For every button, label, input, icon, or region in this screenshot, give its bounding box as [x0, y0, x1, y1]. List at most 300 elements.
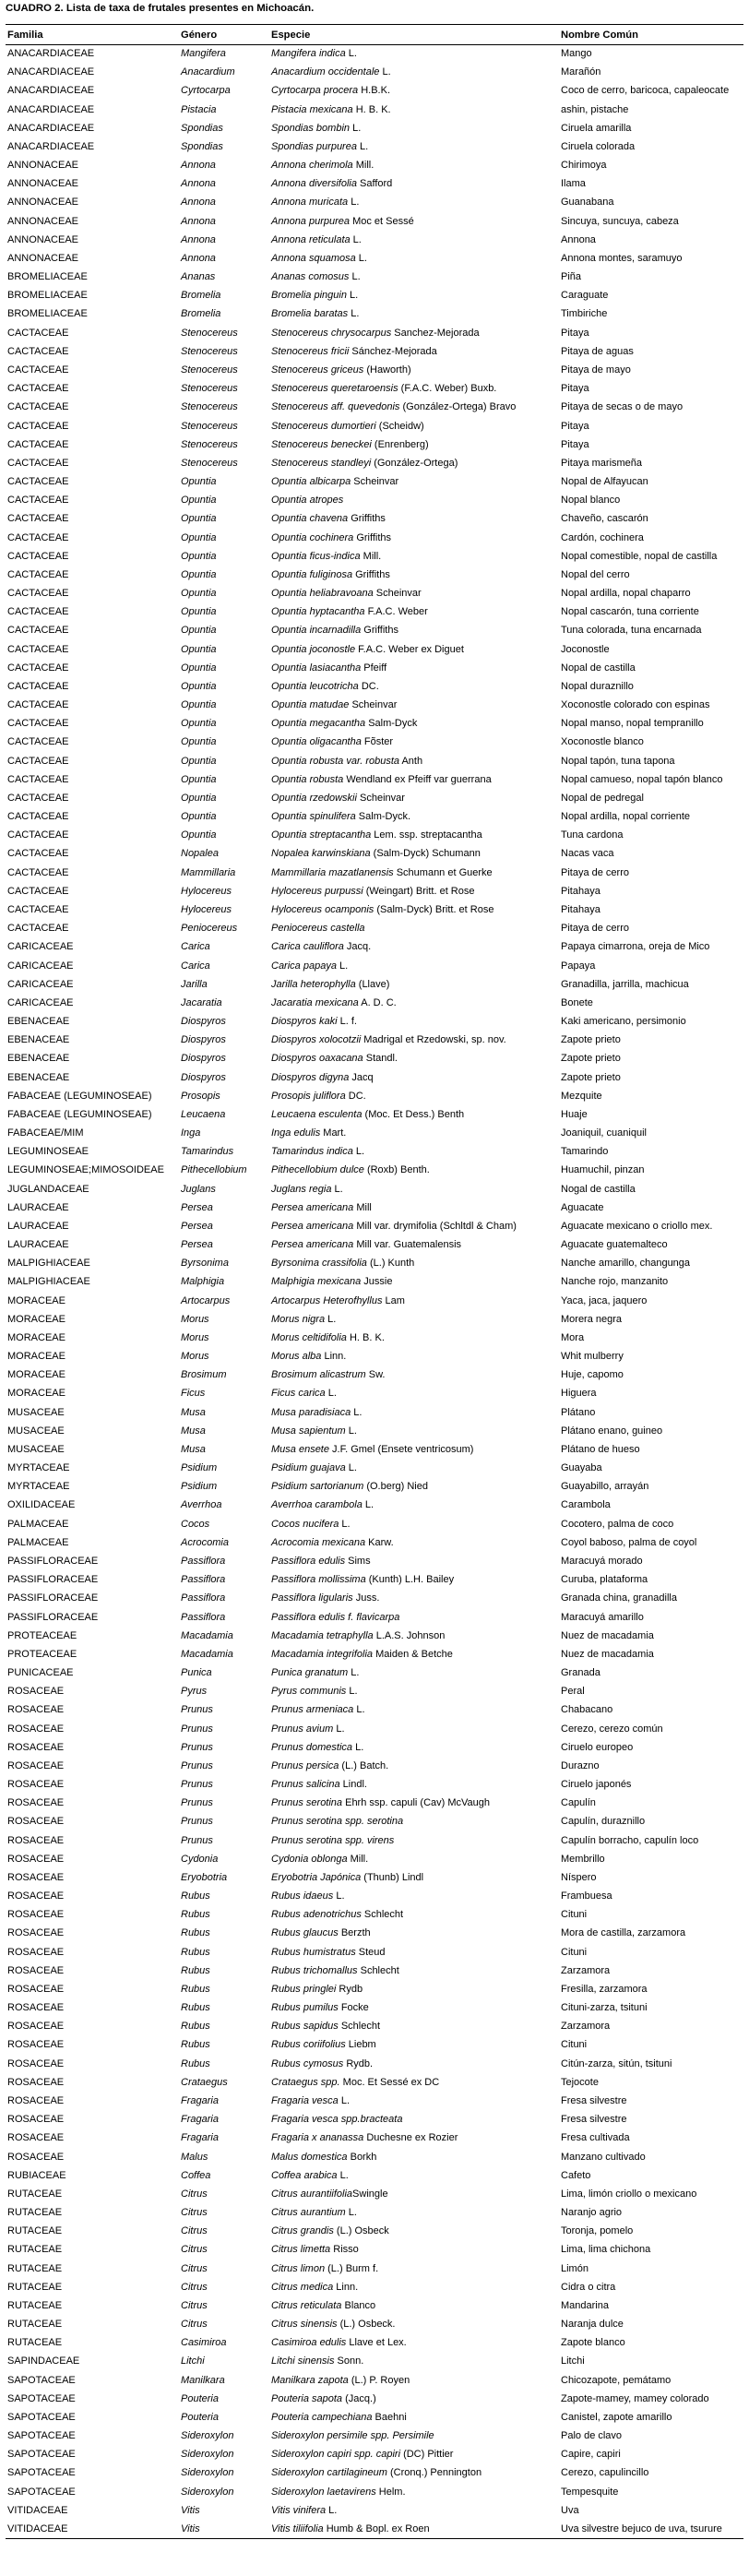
cell-genero: Opuntia	[181, 736, 217, 748]
species-name: Persea americana	[271, 1201, 354, 1213]
cell-especie	[269, 2073, 559, 2092]
cell-nombre-comun: Aguacate guatemalteco	[561, 1239, 668, 1251]
species-name: Opuntia streptacantha	[271, 829, 372, 841]
species-name: Psidium sartorianum	[271, 1481, 364, 1493]
cell-nombre-comun: Nanche amarillo, changunga	[561, 1258, 691, 1270]
cell-genero: Opuntia	[181, 662, 217, 674]
cell-especie	[269, 529, 559, 547]
cell-genero: Fragaria	[181, 2114, 219, 2126]
cell-nombre-comun: Nopal de castilla	[561, 662, 636, 674]
cell-familia: ANACARDIACEAE	[7, 103, 95, 115]
cell-familia: CACTACEAE	[7, 345, 69, 357]
species-author: (L.) Batch.	[339, 1759, 389, 1771]
table-row	[6, 435, 743, 454]
species-name: Hylocereus ocamponis	[271, 903, 374, 915]
species-author: (O.berg) Nied	[363, 1481, 428, 1493]
cell-especie	[269, 157, 559, 175]
cell-nombre-comun: Nopal ardilla, nopal chaparro	[561, 588, 691, 600]
table-row	[6, 2018, 743, 2036]
cell-familia: CACTACEAE	[7, 829, 69, 841]
header-nombre-comun: Nombre Común	[559, 25, 743, 45]
cell-genero: Opuntia	[181, 568, 217, 580]
cell-familia: SAPOTACEAE	[7, 2430, 76, 2442]
table-row	[6, 2203, 743, 2222]
cell-genero: Eryobotria	[181, 1871, 228, 1883]
cell-especie	[269, 2520, 559, 2538]
species-author: (Salm-Dyck) Britt. et Rose	[374, 903, 494, 915]
cell-familia: CACTACEAE	[7, 513, 69, 525]
cell-familia: CACTACEAE	[7, 495, 69, 507]
table-row	[6, 2241, 743, 2260]
cell-genero: Pithecellobium	[181, 1164, 247, 1176]
species-author: Helm.	[375, 2486, 406, 2498]
cell-especie	[269, 603, 559, 622]
species-author: (Enrenberg)	[371, 438, 429, 450]
cell-familia: CACTACEAE	[7, 606, 69, 618]
cell-especie	[269, 1440, 559, 1459]
table-row	[6, 2371, 743, 2390]
cell-nombre-comun: Caraguate	[561, 290, 609, 302]
species-author: (Weingart) Britt. et Rose	[363, 885, 475, 897]
species-name: Citrus grandis	[271, 2225, 334, 2237]
table-row	[6, 1608, 743, 1627]
cell-nombre-comun: Pitaya de cerro	[561, 866, 629, 878]
cell-nombre-comun: ashin, pistache	[561, 103, 629, 115]
species-name: Opuntia cochinera	[271, 531, 354, 543]
table-row	[6, 82, 743, 101]
species-name: Bromelia baratas	[271, 308, 349, 320]
species-author: L.	[345, 1425, 357, 1437]
species-author: Schlecht	[338, 2021, 381, 2033]
cell-genero: Brosimum	[181, 1369, 227, 1381]
species-author: L.	[325, 1388, 337, 1400]
table-row	[6, 1683, 743, 1701]
cell-genero: Stenocereus	[181, 383, 238, 395]
cell-familia: CACTACEAE	[7, 438, 69, 450]
species-author: H.B.K.	[358, 85, 390, 97]
table-row	[6, 1032, 743, 1050]
cell-genero: Vitis	[181, 2504, 200, 2516]
species-author: Anth	[399, 755, 423, 767]
cell-familia: RUTACEAE	[7, 2281, 63, 2293]
species-author: Mill.	[352, 160, 374, 172]
table-row	[6, 864, 743, 882]
table-row	[6, 975, 743, 994]
cell-especie	[269, 864, 559, 882]
cell-genero: Carica	[181, 941, 210, 953]
cell-especie	[269, 659, 559, 677]
species-name: Diospyros oaxacana	[271, 1053, 363, 1065]
cell-familia: ANACARDIACEAE	[7, 48, 95, 60]
species-author: Sonn.	[334, 2355, 364, 2367]
cell-nombre-comun: Tuna colorada, tuna encarnada	[561, 625, 702, 637]
cell-especie	[269, 119, 559, 137]
table-row	[6, 2185, 743, 2203]
species-author: Scheinvar	[373, 588, 422, 600]
cell-nombre-comun: Uva silvestre bejuco de uva, tsurure	[559, 2520, 743, 2538]
species-name: Citrus limon	[271, 2262, 326, 2274]
species-author: Lam	[382, 1294, 405, 1306]
header-especie: Especie	[269, 25, 559, 45]
cell-familia: ROSACEAE	[7, 1741, 65, 1753]
cell-familia: ROSACEAE	[7, 1853, 65, 1865]
species-name: Cyrtocarpa procera	[271, 85, 359, 97]
cell-especie	[269, 1329, 559, 1347]
cell-genero: Annona	[181, 160, 216, 172]
species-name: Rubus coriifolius	[271, 2039, 346, 2051]
cell-familia: CACTACEAE	[7, 662, 69, 674]
species-author: Griffiths	[352, 568, 390, 580]
cell-especie	[269, 1552, 559, 1570]
cell-especie	[269, 994, 559, 1012]
cell-nombre-comun: Tempesquite	[561, 2486, 619, 2498]
cell-nombre-comun: Membrillo	[561, 1853, 605, 1865]
cell-especie	[269, 1422, 559, 1440]
species-name: Pyrus communis	[271, 1686, 347, 1698]
cell-nombre-comun: Fresa silvestre	[561, 2114, 627, 2126]
cell-genero: Malus	[181, 2151, 208, 2163]
cell-especie	[269, 137, 559, 156]
species-name: Bromelia pinguin	[271, 290, 347, 302]
cell-familia: PUNICACEAE	[7, 1667, 74, 1679]
species-name: Macadamia integrifolia	[271, 1648, 374, 1660]
species-author: (Salm-Dyck) Schumann	[370, 848, 481, 860]
species-author: Humb & Bopl. ex Roen	[323, 2522, 430, 2534]
cell-genero: Sideroxylon	[181, 2430, 234, 2442]
species-author: (Jacq.)	[342, 2392, 376, 2404]
species-name: Sideroxylon cartilagineum	[271, 2467, 387, 2479]
species-name: Leucaena esculenta	[271, 1108, 363, 1120]
cell-genero: Stenocereus	[181, 327, 238, 339]
cell-nombre-comun: Lima, limón criollo o mexicano	[561, 2188, 697, 2200]
cell-familia: SAPOTACEAE	[7, 2374, 76, 2386]
species-author: L.	[348, 1667, 360, 1679]
cell-especie	[269, 2166, 559, 2185]
cell-familia: MORACEAE	[7, 1313, 65, 1325]
table-row	[6, 752, 743, 770]
cell-especie	[269, 789, 559, 807]
species-author: Ehrh ssp. capuli (Cav) McVaugh	[342, 1797, 491, 1809]
cell-nombre-comun: Ciruela amarilla	[561, 122, 632, 134]
cell-familia: CARICACEAE	[7, 960, 74, 972]
species-name: Peniocereus castella	[271, 923, 365, 935]
species-author: Lem. ssp. streptacantha	[371, 829, 482, 841]
cell-especie	[269, 1032, 559, 1050]
cell-familia: CACTACEAE	[7, 736, 69, 748]
cell-genero: Opuntia	[181, 792, 217, 804]
species-author: (Roxb) Benth.	[363, 1164, 430, 1176]
cell-genero: Hylocereus	[181, 903, 232, 915]
species-author: Salm-Dyck.	[355, 811, 411, 823]
species-name: Opuntia fuliginosa	[271, 568, 353, 580]
species-name: Jacaratia mexicana	[271, 996, 359, 1008]
species-author: (Haworth)	[363, 364, 411, 376]
species-name: Sideroxylon persimile spp. Persimile	[271, 2430, 434, 2442]
cell-familia: ROSACEAE	[7, 1797, 65, 1809]
cell-genero: Pyrus	[181, 1686, 208, 1698]
table-row	[6, 957, 743, 975]
cell-genero: Macadamia	[181, 1629, 233, 1641]
species-name: Rubus humistratus	[271, 1946, 356, 1958]
table-row	[6, 1366, 743, 1385]
cell-nombre-comun: Aguacate	[561, 1201, 604, 1213]
species-name: Anacardium occidentale	[271, 66, 380, 78]
species-name: Carica papaya	[271, 960, 337, 972]
cell-nombre-comun: Cituni-zarza, tsituni	[561, 2002, 648, 2014]
species-author: L.	[333, 1890, 345, 1902]
species-name: Mammillaria mazatlanensis	[271, 866, 394, 878]
cell-genero: Diospyros	[181, 1071, 226, 1083]
species-name: Opuntia megacantha	[271, 718, 366, 730]
table-row	[6, 1533, 743, 1552]
species-name: Opuntia albicarpa	[271, 476, 351, 488]
species-author: Pfeiff	[361, 662, 387, 674]
species-name: Annona diversifolia	[271, 178, 357, 190]
cell-familia: ROSACEAE	[7, 2057, 65, 2069]
species-name: Opuntia incarnadilla	[271, 625, 362, 637]
cell-nombre-comun: Annona montes, saramuyo	[561, 252, 683, 264]
cell-genero: Casimiroa	[181, 2337, 227, 2349]
species-author: A. D. C.	[358, 996, 397, 1008]
table-row	[6, 399, 743, 417]
cell-familia: RUTACEAE	[7, 2299, 63, 2311]
cell-nombre-comun: Nacas vaca	[561, 848, 614, 860]
cell-genero: Opuntia	[181, 755, 217, 767]
cell-especie	[269, 1608, 559, 1627]
species-author: L.	[352, 1146, 365, 1158]
cell-nombre-comun: Cituni	[561, 2039, 588, 2051]
cell-genero: Stenocereus	[181, 345, 238, 357]
species-author: (F.A.C. Weber) Buxb.	[398, 383, 497, 395]
cell-familia: SAPOTACEAE	[7, 2467, 76, 2479]
cell-nombre-comun: Naranjo agrio	[561, 2207, 623, 2219]
species-author: Risso	[330, 2244, 359, 2256]
species-name: Opuntia hyptacantha	[271, 606, 365, 618]
species-author: Schlecht	[361, 1909, 404, 1921]
cell-especie	[269, 1906, 559, 1925]
table-row	[6, 845, 743, 864]
table-row	[6, 1440, 743, 1459]
cell-genero: Annona	[181, 252, 216, 264]
species-name: Rubus trichomallus	[271, 1964, 358, 1976]
cell-familia: RUTACEAE	[7, 2207, 63, 2219]
cell-familia: CACTACEAE	[7, 383, 69, 395]
cell-nombre-comun: Frambuesa	[561, 1890, 612, 1902]
species-author: Mill	[353, 1201, 372, 1213]
table-row	[6, 1943, 743, 1962]
cell-familia: FABACEAE (LEGUMINOSEAE)	[7, 1090, 152, 1102]
cell-nombre-comun: Zapote prieto	[561, 1071, 621, 1083]
cell-nombre-comun: Marañón	[561, 66, 601, 78]
cell-especie	[269, 2018, 559, 2036]
cell-nombre-comun: Naranja dulce	[561, 2319, 624, 2331]
cell-especie	[269, 472, 559, 491]
species-name: Opuntia matudae	[271, 699, 350, 711]
species-author: Sanchez-Mejorada	[391, 327, 480, 339]
species-author: Linn.	[333, 2281, 359, 2293]
cell-especie	[269, 2390, 559, 2408]
cell-especie	[269, 622, 559, 640]
cell-familia: CACTACEAE	[7, 848, 69, 860]
cell-especie	[269, 1850, 559, 1868]
cell-familia: PROTEACEAE	[7, 1629, 77, 1641]
species-name: Rubus pumilus	[271, 2002, 339, 2014]
cell-familia: CACTACEAE	[7, 699, 69, 711]
cell-familia: RUTACEAE	[7, 2337, 63, 2349]
species-author: Swingle	[352, 2188, 388, 2200]
cell-especie	[269, 1813, 559, 1831]
table-row	[6, 1143, 743, 1162]
species-author: Mart.	[320, 1127, 347, 1139]
cell-familia: ROSACEAE	[7, 1890, 65, 1902]
cell-genero: Sideroxylon	[181, 2467, 234, 2479]
species-name: Hylocereus purpussi	[271, 885, 363, 897]
cell-familia: CACTACEAE	[7, 457, 69, 469]
table-row	[6, 1664, 743, 1682]
cell-especie	[269, 1775, 559, 1794]
cell-genero: Juglans	[181, 1183, 216, 1195]
cell-familia: MUSACEAE	[7, 1406, 65, 1418]
species-name: Prunus avium	[271, 1723, 334, 1735]
species-author: Rydb	[336, 1983, 363, 1995]
cell-genero: Musa	[181, 1406, 206, 1418]
table-row	[6, 2073, 743, 2092]
cell-nombre-comun: Mandarina	[561, 2299, 609, 2311]
cell-nombre-comun: Mora	[561, 1331, 585, 1343]
species-author: L.	[337, 2169, 349, 2181]
cell-nombre-comun: Nopal ardilla, nopal corriente	[561, 811, 691, 823]
table-row	[6, 157, 743, 175]
table-row	[6, 1348, 743, 1366]
cell-genero: Jacaratia	[181, 996, 222, 1008]
species-author: (L.) Kunth	[366, 1258, 415, 1270]
cell-genero: Macadamia	[181, 1648, 233, 1660]
cell-genero: Citrus	[181, 2188, 208, 2200]
cell-familia: ROSACEAE	[7, 2076, 65, 2088]
cell-especie	[269, 1795, 559, 1813]
cell-especie	[269, 827, 559, 845]
species-author: Sims	[345, 1556, 371, 1567]
species-author: L.	[351, 1406, 363, 1418]
cell-especie	[269, 1068, 559, 1087]
cell-especie	[269, 1627, 559, 1645]
table-row	[6, 1385, 743, 1403]
cell-especie	[269, 212, 559, 231]
cell-genero: Prunus	[181, 1741, 213, 1753]
cell-familia: RUTACEAE	[7, 2188, 63, 2200]
table-row	[6, 994, 743, 1012]
species-name: Fragaria vesca spp.bracteata	[271, 2114, 403, 2126]
cell-genero: Spondias	[181, 122, 223, 134]
table-row	[6, 882, 743, 900]
cell-especie	[269, 938, 559, 957]
species-author: Karw.	[365, 1536, 394, 1548]
cell-familia: BROMELIACEAE	[7, 290, 88, 302]
cell-genero: Ficus	[181, 1388, 206, 1400]
cell-especie	[269, 2055, 559, 2073]
species-author: (L.) Osbeck	[333, 2225, 389, 2237]
cell-genero: Coffea	[181, 2169, 211, 2181]
table-row	[6, 2483, 743, 2501]
cell-nombre-comun: Citún-zarza, sitún, tsituni	[561, 2057, 672, 2069]
species-name: Ficus carica	[271, 1388, 326, 1400]
species-name: Persea americana	[271, 1239, 354, 1251]
cell-familia: CACTACEAE	[7, 588, 69, 600]
cell-especie	[269, 1478, 559, 1497]
cell-familia: ROSACEAE	[7, 1704, 65, 1716]
species-author: DC.	[358, 680, 379, 692]
cell-familia: ROSACEAE	[7, 2021, 65, 2033]
cell-familia: ROSACEAE	[7, 1871, 65, 1883]
species-name: Vitis tiliifolia	[271, 2522, 324, 2534]
table-row	[6, 827, 743, 845]
cell-nombre-comun: Cerezo, cerezo común	[561, 1723, 663, 1735]
species-name: Diospyros kaki	[271, 1016, 338, 1028]
cell-genero: Pouteria	[181, 2411, 219, 2423]
species-name: Prunus persica	[271, 1759, 339, 1771]
species-name: Diospyros xolocotzii	[271, 1034, 362, 1046]
cell-especie	[269, 1143, 559, 1162]
cell-especie	[269, 1590, 559, 1608]
species-name: Jarilla heterophylla	[271, 978, 356, 990]
cell-nombre-comun: Nopal de pedregal	[561, 792, 644, 804]
species-author: Standl.	[363, 1053, 398, 1065]
cell-nombre-comun: Papaya	[561, 960, 596, 972]
species-author: Madrigal et Rzedowski, sp. nov.	[361, 1034, 506, 1046]
cell-familia: LAURACEAE	[7, 1220, 69, 1232]
species-name: Annona muricata	[271, 197, 349, 209]
table-row	[6, 2427, 743, 2446]
cell-genero: Prosopis	[181, 1090, 220, 1102]
cell-nombre-comun: Zarzamora	[561, 1964, 611, 1976]
species-author: L.	[345, 48, 357, 60]
species-name: Tamarindus indica	[271, 1146, 353, 1158]
cell-genero: Mangifera	[181, 48, 226, 60]
species-author: Fõster	[361, 736, 394, 748]
cell-nombre-comun: Nopal cascarón, tuna corriente	[561, 606, 699, 618]
cell-nombre-comun: Xoconostle blanco	[561, 736, 644, 748]
cell-nombre-comun: Nopal del cerro	[561, 568, 630, 580]
cell-nombre-comun: Nuez de macadamia	[561, 1629, 654, 1641]
table-row	[6, 2501, 743, 2520]
species-name: Passiflora ligularis	[271, 1592, 353, 1604]
cell-genero: Prunus	[181, 1797, 213, 1809]
cell-especie	[269, 1460, 559, 1478]
cell-familia: BROMELIACEAE	[7, 271, 88, 283]
cell-genero: Peniocereus	[181, 923, 238, 935]
cell-especie	[269, 715, 559, 733]
cell-especie	[269, 305, 559, 324]
cell-familia: ANNONACEAE	[7, 197, 79, 209]
table-row	[6, 2148, 743, 2166]
species-author: Lindl.	[339, 1779, 367, 1791]
species-name: Diospyros digyna	[271, 1071, 350, 1083]
table-row	[6, 920, 743, 938]
species-name: Punica granatum	[271, 1667, 349, 1679]
cell-familia: CACTACEAE	[7, 364, 69, 376]
table-row	[6, 1068, 743, 1087]
cell-especie	[269, 1348, 559, 1366]
cell-genero: Crataegus	[181, 2076, 228, 2088]
cell-especie	[269, 733, 559, 752]
table-row	[6, 64, 743, 82]
cell-nombre-comun: Cardón, cochinera	[561, 531, 644, 543]
table-row	[6, 2260, 743, 2278]
species-name: Ananas comosus	[271, 271, 350, 283]
cell-nombre-comun: Zapote prieto	[561, 1053, 621, 1065]
cell-familia: RUBIACEAE	[7, 2169, 66, 2181]
cell-especie	[269, 1087, 559, 1105]
